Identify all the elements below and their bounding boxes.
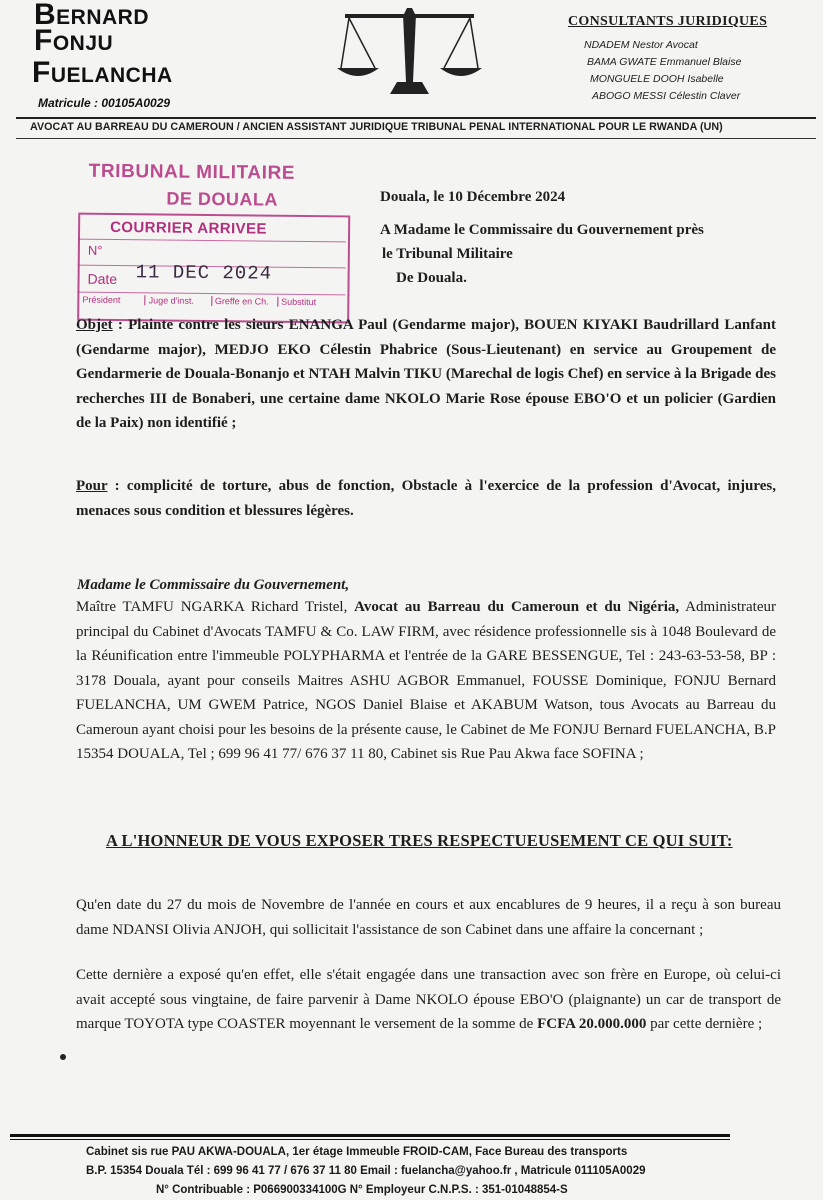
section-heading: A L'HONNEUR DE VOUS EXPOSER TRES RESPECTUEUSEMENT CE QUI SUIT:: [106, 831, 733, 850]
stamp-date-label: Date: [87, 270, 118, 288]
stamp-cell: Juge d'inst.: [145, 295, 211, 306]
facts-paragraph-2: [76, 963, 781, 1037]
stamp-label: COURRIER ARRIVEE: [110, 218, 267, 238]
footer-line: B.P. 15354 Douala Tél : 699 96 41 77 / 676 37 11 80 Email : fuelancha@yahoo.fr , Matricule 011105A0029: [86, 1165, 646, 1177]
facts-paragraph-1: Qu'en date du 27 du mois de Novembre de l'année en cours et aux encablures de 9 heures, il a reçu à son bureau dame NDANSI Olivia ANJOH, qui sollicitait l'assistance de son Cabinet dans une affaire la concernant ;: [76, 897, 781, 938]
facts-text: Cette dernière a exposé qu'en effet, elle s'était engagée dans une transaction avec son frère en Europe, où celui-ci avait accepté sous vingtaine, de faire parvenir à Dame NKOLO épouse EBO'O (plaignante) un car de transport de marque TOYOTA type COASTER moyennant le versement de la somme de: [76, 967, 781, 1032]
footer-block: [86, 1143, 646, 1200]
consultant-item: BAMA GWATE Emmanuel Blaise: [587, 56, 742, 68]
consultant-item: ABOGO MESSI Célestin Claver: [592, 90, 741, 102]
letterhead-name-block: [14, 2, 214, 110]
footer-divider: [10, 1134, 730, 1137]
amount: FCFA 20.000.000: [537, 1016, 647, 1032]
letterhead-name-line3: FUELANCHA: [32, 56, 173, 89]
salutation: Madame le Commissaire du Gouvernement,: [77, 577, 350, 593]
plaintiff-lead: Maître TAMFU NGARKA Richard Tristel,: [76, 599, 348, 615]
consultants-title: CONSULTANTS JURIDIQUES: [568, 14, 768, 29]
footer-line: N° Contribuable : P066900334100G N° Employeur C.N.P.S. : 351-01048854-S: [156, 1184, 568, 1196]
addressee-block: [380, 218, 704, 290]
stamp-cell: Substitut: [277, 297, 343, 308]
consultant-item: MONGUELE DOOH Isabelle: [590, 73, 724, 85]
objet-label: Objet: [76, 317, 113, 333]
stamp-date-value: 11 DEC 2024: [135, 261, 273, 285]
stamp-number-label: N°: [87, 242, 103, 258]
place-date: Douala, le 10 Décembre 2024: [380, 189, 566, 205]
consultant-item: NDADEM Nestor Avocat: [584, 39, 698, 51]
letterhead-divider: [16, 117, 816, 119]
consultants-block: [556, 14, 786, 105]
letterhead-matricule: Matricule : 00105A0029: [38, 96, 171, 110]
stamp-cell: Greffe en Ch.: [211, 296, 277, 307]
footer-line: Cabinet sis rue PAU AKWA-DOUALA, 1er étage Immeuble FROID-CAM, Face Bureau des transports: [86, 1146, 628, 1158]
objet-paragraph: [76, 313, 776, 436]
plaintiff-lead-bold: Avocat au Barreau du Cameroun et du Nigéria,: [354, 599, 680, 615]
addressee-line: le Tribunal Militaire: [382, 246, 513, 262]
scales-of-justice-icon: [337, 4, 482, 104]
plaintiff-paragraph: [76, 595, 776, 767]
margin-mark: [60, 1054, 66, 1060]
reception-stamp: [75, 157, 349, 322]
stamp-cell: Président: [82, 294, 121, 306]
pour-paragraph: [76, 474, 776, 523]
pour-text: : complicité de torture, abus de fonction, Obstacle à l'exercice de la profession d'Avocat, injures, menaces sous condition et blessures légères.: [76, 478, 776, 519]
addressee-line: A Madame le Commissaire du Gouvernement près: [380, 222, 704, 238]
letterhead-divider: [16, 138, 816, 139]
facts-tail: par cette dernière ;: [650, 1016, 763, 1032]
letterhead-name-line2: FONJU: [34, 24, 114, 57]
footer-divider: [10, 1139, 730, 1140]
consultants-list: [584, 37, 786, 105]
pour-label: Pour: [76, 478, 108, 494]
plaintiff-text: Administrateur principal du Cabinet d'Avocats TAMFU & Co. LAW FIRM, avec résidence professionnelle sis à 1048 Boulevard de la Réunification entre l'immeuble POLYPHARMA et l'entrée de la GARE BESSENGUE, Tel : 243-63-53-58, BP : 3178 Douala, ayant pour conseils Maitres ASHU AGBOR Emmanuel, FOUSSE Dominique, FONJU Bernard FUELANCHA, UM GWEM Patrice, NGOS Daniel Blaise et AKABUM Watson, tous Avocats au Barreau du Cameroun ayant choisi pour les besoins de la présente cause, le Cabinet de Me FONJU Bernard FUELANCHA, B.P 15354 DOUALA, Tel ; 699 96 41 77/ 676 37 11 80, Cabinet sis Rue Pau Akwa face SOFINA ;: [76, 599, 776, 762]
addressee-line: De Douala.: [396, 270, 467, 286]
letterhead-name-line1: BERNARD: [34, 0, 150, 31]
stamp-city: DE DOUALA: [166, 188, 279, 210]
objet-text: : Plainte contre les sieurs ENANGA Paul (Gendarme major), BOUEN KIYAKI Baudrillard Lanfant (Gendarme major), MEDJO EKO Célestin Phabrice (Sous-Lieutenant) en service au Groupement de Gendarmerie de Douala-Bonanjo et NTAH Malvin TIKU (Marechal de logis Chef) en service à la Brigade des recherches III de Bonaberi, une certaine dame NKOLO Marie Rose épouse EBO'O et un policier (Gardien de la Paix) non identifié ;: [76, 317, 777, 431]
letterhead-subtitle: AVOCAT AU BARREAU DU CAMEROUN / ANCIEN ASSISTANT JURIDIQUE TRIBUNAL PENAL INTERNATIONAL POUR LE RWANDA (UN): [30, 121, 723, 133]
stamp-court-name: TRIBUNAL MILITAIRE: [88, 160, 296, 184]
